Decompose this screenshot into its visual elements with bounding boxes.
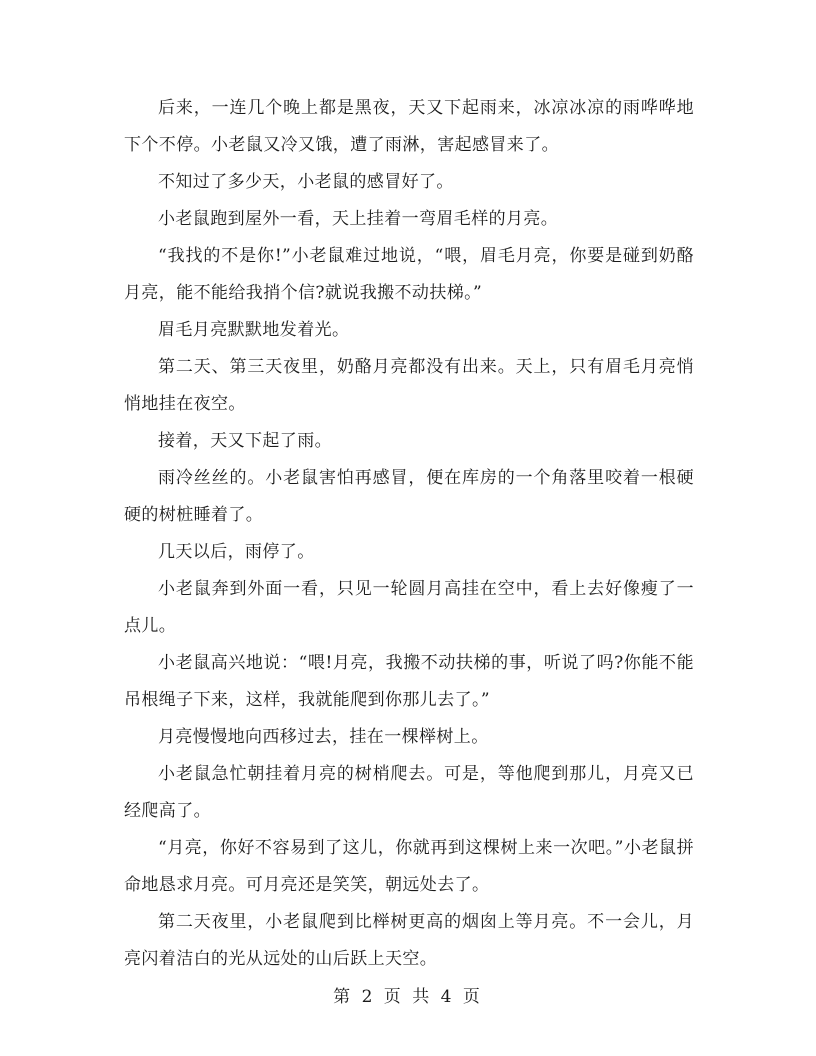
paragraph-12: 月亮慢慢地向西移过去，挂在一棵榉树上。 [158, 727, 489, 747]
paragraph-3: 小老鼠跑到屋外一看，天上挂着一弯眉毛样的月亮。 [158, 209, 559, 229]
paragraph-11: 小老鼠高兴地说：“喂!月亮，我搬不动扶梯的事，听说了吗?你能不能吊根绳子下来，这样，我就能爬到你那儿去了。” [124, 653, 694, 710]
paragraph-1: 后来，一连几个晚上都是黑夜，天又下起雨来，冰凉冰凉的雨哗哗地下个不停。小老鼠又冷又饿，遭了雨淋，害起感冒来了。 [124, 98, 694, 155]
paragraph-6: 第二天、第三天夜里，奶酪月亮都没有出来。天上，只有眉毛月亮悄悄地挂在夜空。 [124, 357, 694, 414]
paragraph-15: 第二天夜里，小老鼠爬到比榉树更高的烟囱上等月亮。不一会儿，月亮闪着洁白的光从远处的山后跃上天空。 [124, 912, 694, 969]
paragraph-4: “我找的不是你!”小老鼠难过地说，“喂，眉毛月亮，你要是碰到奶酪月亮，能不能给我捎个信?就说我搬不动扶梯。” [124, 246, 694, 303]
paragraph-5: 眉毛月亮默默地发着光。 [158, 320, 350, 340]
paragraph-7: 接着，天又下起了雨。 [158, 431, 332, 451]
paragraph-10: 小老鼠奔到外面一看，只见一轮圆月高挂在空中，看上去好像瘦了一点儿。 [124, 579, 694, 636]
page-number-footer: 第 2 页 共 4 页 [333, 987, 483, 1007]
paragraph-14: “月亮，你好不容易到了这儿，你就再到这棵树上来一次吧。”小老鼠拼命地恳求月亮。可月亮还是笑笑，朝远处去了。 [124, 838, 694, 895]
paragraph-2: 不知过了多少天，小老鼠的感冒好了。 [158, 172, 454, 192]
paragraph-8: 雨冷丝丝的。小老鼠害怕再感冒，便在库房的一个角落里咬着一根硬硬的树桩睡着了。 [124, 468, 694, 525]
paragraph-9: 几天以后，雨停了。 [158, 542, 315, 562]
page-body [124, 90, 694, 978]
paragraph-13: 小老鼠急忙朝挂着月亮的树梢爬去。可是，等他爬到那儿，月亮又已经爬高了。 [124, 764, 694, 821]
